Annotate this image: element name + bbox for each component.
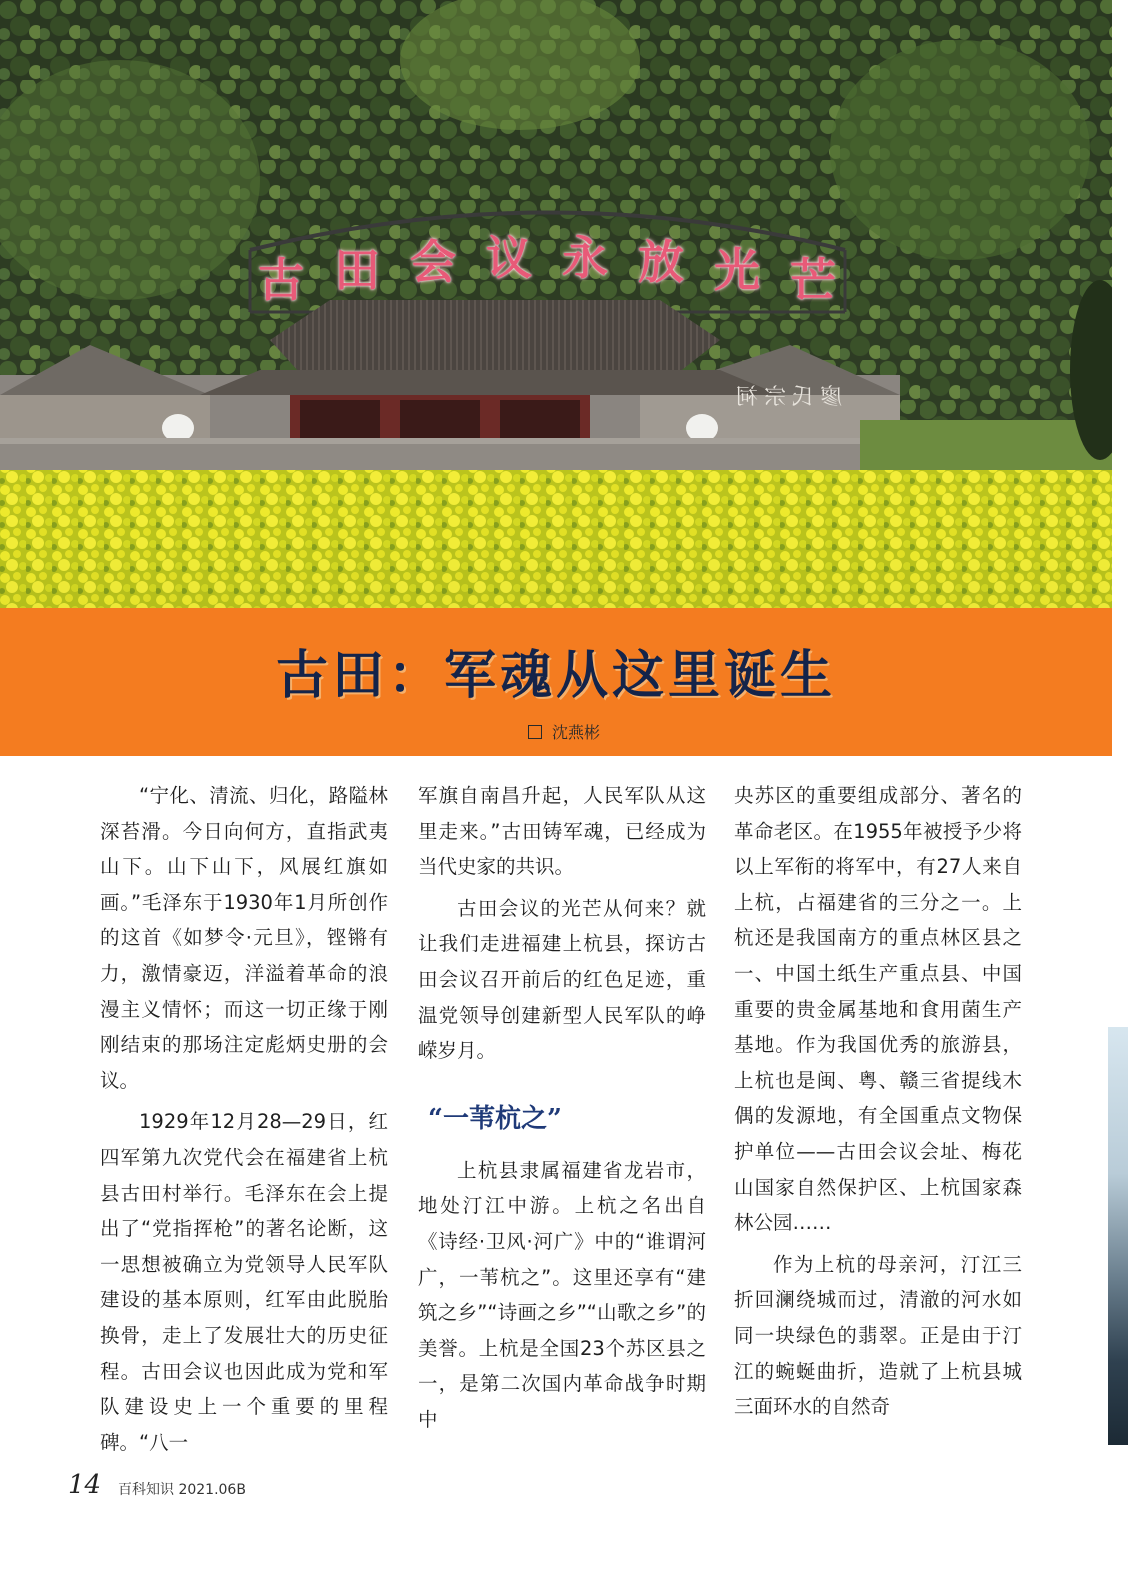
paragraph: 作为上杭的母亲河，汀江三折回澜绕城而过，清澈的河水如同一块绿色的翡翠。正是由于汀江的蜿蜒曲折，造就了上杭县城三面环水的自然奇 xyxy=(734,1252,1022,1419)
sign-char: 田 xyxy=(334,243,380,297)
hero-photo xyxy=(0,0,1112,610)
adjacent-page-photo-edge xyxy=(1108,1027,1128,1445)
sign-char: 光 xyxy=(714,243,760,297)
sign-char: 议 xyxy=(486,231,532,285)
paragraph: 上杭县隶属福建省龙岩市，地处汀江中游。上杭之名出自《诗经·卫风·河广》中的“谁谓河广，一苇杭之”。这里还享有“建筑之乡”“诗画之乡”“山歌之乡”的美誉。上杭是全国23个苏区县之一，是第二次国内革命战争时期中 xyxy=(418,1158,706,1431)
sign-char: 芒 xyxy=(790,253,836,307)
text-column-3 xyxy=(734,778,1022,1431)
text-column-2 xyxy=(418,778,706,1444)
paragraph: “宁化、清流、归化，路隘林深苔滑。今日向何方，直指武夷山下。山下山下，风展红旗如画。”毛泽东于1930年1月所创作的这首《如梦令·元旦》，铿锵有力，激情豪迈，洋溢着革命的浪漫主义情怀；而这一切正缘于刚刚结束的那场注定彪炳史册的会议。 xyxy=(100,784,388,1092)
paragraph: 1929年12月28—29日，红四军第九次党代会在福建省上杭县古田村举行。毛泽东在会上提出了“党指挥枪”的著名论断，这一思想被确立为党领导人民军队建设的基本原则，红军由此脱胎换骨，走上了发展壮大的历史征程。古田会议也因此成为党和军队建设史上一个重要的里程碑。“八一 xyxy=(100,1110,388,1454)
page-number: 14 xyxy=(68,1470,102,1500)
byline xyxy=(528,720,600,743)
article-title: 古田：军魂从这里诞生 xyxy=(275,645,836,706)
paragraph-continued: 央苏区的重要组成部分、著名的革命老区。在1955年被授予少将以上军衔的将军中，有27人来自上杭，占福建省的三分之一。上杭还是我国南方的重点林区县之一、中国土纸生产重点县、中国重要的贵金属基地和食用菌生产基地。作为我国优秀的旅游县，上杭也是闽、粤、赣三省提线木偶的发源地，有全国重点文物保护单位——古田会议会址、梅花山国家自然保护区、上杭国家森林公园…… xyxy=(734,784,1022,1235)
magazine-issue: 百科知识 2021.06B xyxy=(118,1482,246,1498)
author-name: 沈燕彬 xyxy=(552,723,601,742)
sign-char: 会 xyxy=(410,235,456,289)
square-bullet-icon xyxy=(528,725,542,739)
section-heading: “一苇杭之” xyxy=(428,1103,562,1134)
paragraph-continued: 军旗自南昌升起，人民军队从这里走来。”古田铸军魂，已经成为当代史家的共识。 xyxy=(418,784,706,879)
sign-char: 永 xyxy=(562,231,608,285)
sign-char: 放 xyxy=(638,235,684,289)
paragraph: 古田会议的光芒从何来？就让我们走进福建上杭县，探访古田会议召开前后的红色足迹，重温党领导创建新型人民军队的峥嵘岁月。 xyxy=(418,896,706,1063)
ancestral-hall-plaque: 廖氏宗祠 xyxy=(730,385,843,410)
memorial-sign xyxy=(250,232,850,312)
text-column-1 xyxy=(100,778,388,1466)
sign-char: 古 xyxy=(258,253,304,307)
